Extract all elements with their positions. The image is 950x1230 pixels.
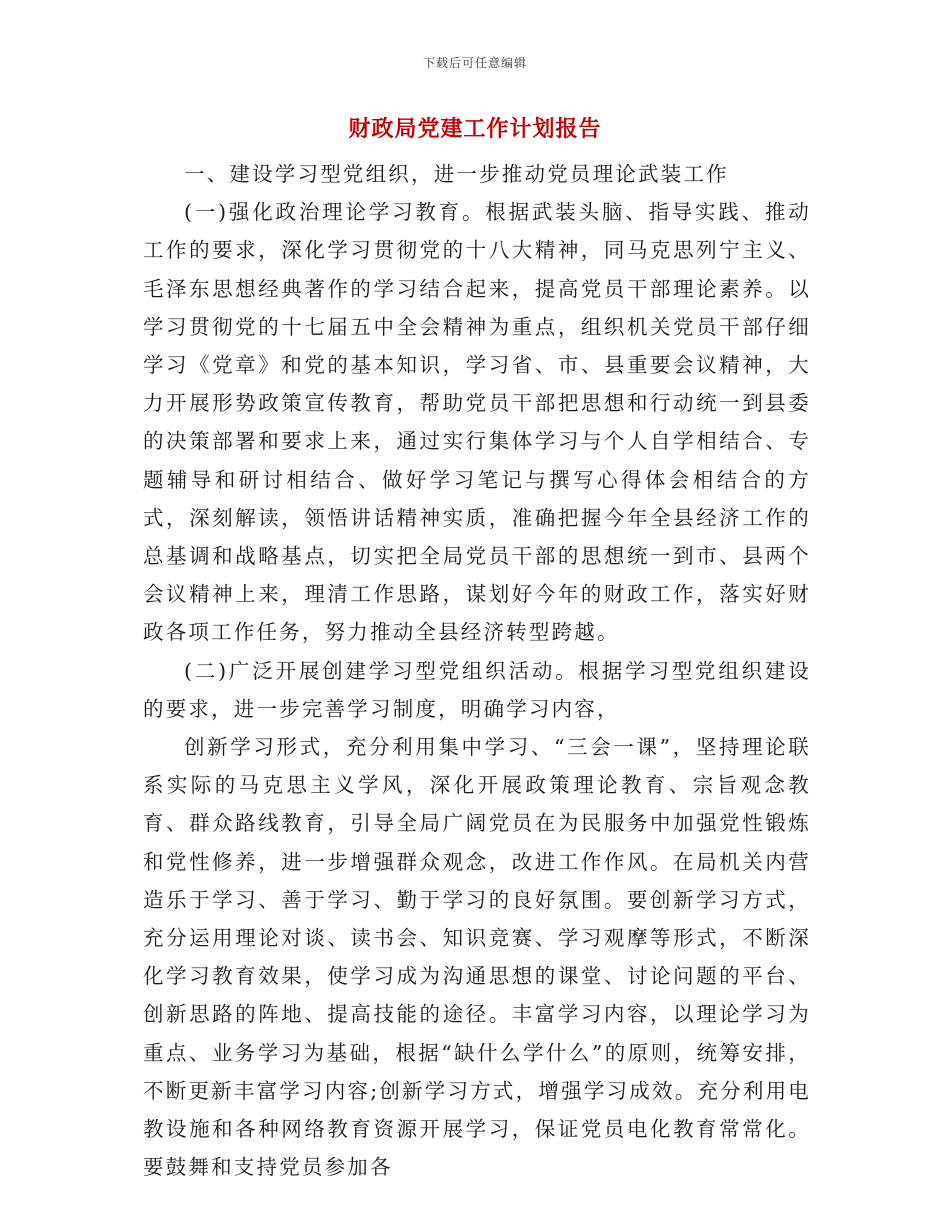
paragraph: 创新学习形式，充分利用集中学习、“三会一课”，坚持理论联系实际的马克思主义学风，深化开展政策理论教育、宗旨观念教育、群众路线教育，引导全局广阔党员在为民服务中加强党性锻炼和党性修养，进一步增强群众观念，改进工作作风。在局机关内营造乐于学习、善于学习、勤于学习的良好氛围。要创新学习方式，充分运用理论对谈、读书会、知识竞赛、学习观摩等形式，不断深化学习教育效果，使学习成为沟通思想的课堂、讨论问题的平台、创新思路的阵地、提高技能的途径。丰富学习内容，以理论学习为重点、业务学习为基础，根据“缺什么学什么”的原则，统筹安排，不断更新丰富学习内容;创新学习方式，增强学习成效。充分利用电教设施和各种网络教育资源开展学习，保证党员电化教育常常化。要鼓舞和支持党员参加各 xyxy=(143,735,811,1180)
document-title: 财政局党建工作计划报告 xyxy=(348,116,602,142)
section-heading: 一、建设学习型党组织，进一步推动党员理论武装工作 xyxy=(184,162,729,186)
header-note: 下载后可任意编辑 xyxy=(422,56,527,70)
document-body xyxy=(143,155,811,1186)
paragraph: (一)强化政治理论学习教育。根据武装头脑、指导实践、推动工作的要求，深化学习贯彻党的十八大精神，同马克思列宁主义、毛泽东思想经典著作的学习结合起来，提高党员干部理论素养。以学习贯彻党的十七届五中全会精神为重点，组织机关党员干部仔细学习《党章》和党的基本知识，学习省、市、县重要会议精神，大力开展形势政策宣传教育，帮助党员干部把思想和行动统一到县委的决策部署和要求上来，通过实行集体学习与个人自学相结合、专题辅导和研讨相结合、做好学习笔记与撰写心得体会相结合的方式，深刻解读，领悟讲话精神实质，准确把握今年全县经济工作的总基调和战略基点，切实把全局党员干部的思想统一到市、县两个会议精神上来，理清工作思路，谋划好今年的财政工作，落实好财政各项工作任务，努力推动全县经济转型跨越。 xyxy=(143,200,811,645)
paragraph: (二)广泛开展创建学习型党组织活动。根据学习型党组织建设的要求，进一步完善学习制度，明确学习内容， xyxy=(143,658,811,721)
